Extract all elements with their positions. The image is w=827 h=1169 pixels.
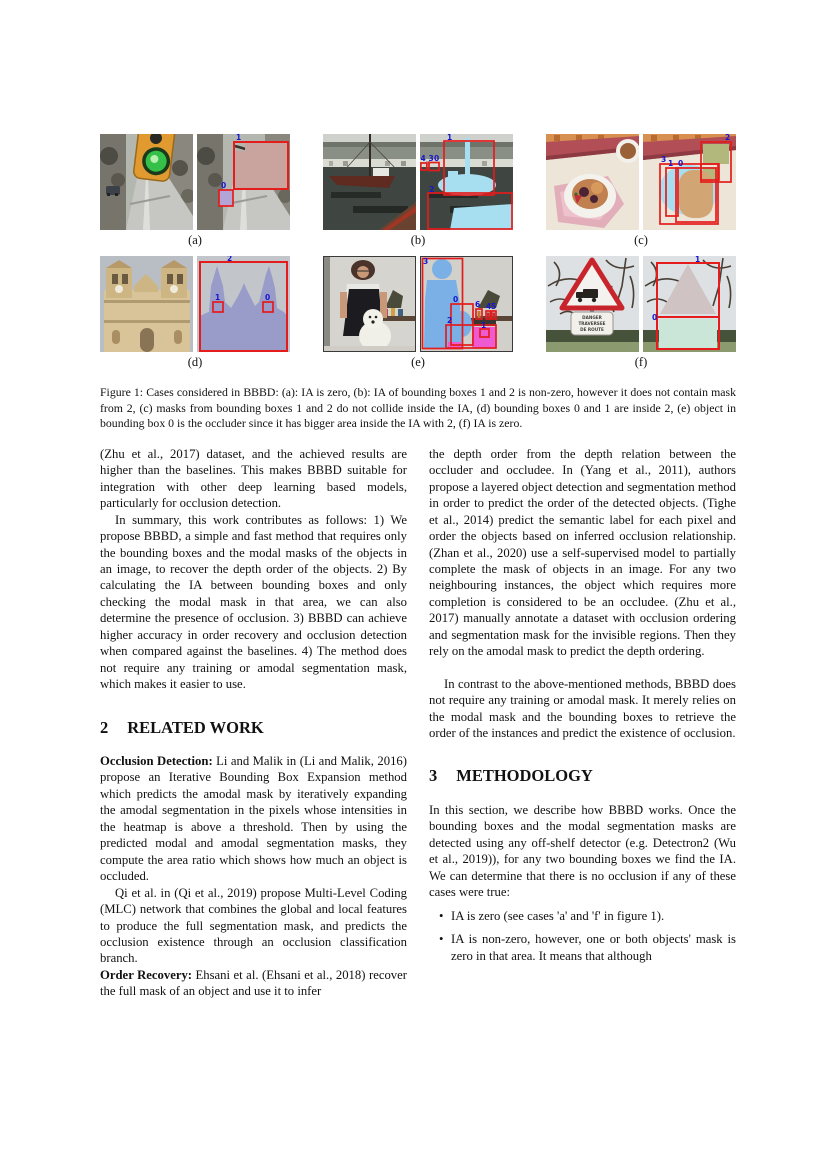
photo-roadsign-scene bbox=[546, 256, 639, 352]
paragraph: In this section, we describe how BBBD works. Once the bounding boxes and the modal segmentation masks are detected using any off-shelf detector (e.g. Detectron2 (Wu et al., 2019)), for any two bounding boxes we find the IA. We can determine that there is no occlusion if any of these cases were true: bbox=[429, 802, 736, 900]
page-content bbox=[100, 134, 736, 1000]
bbox-label: 0 bbox=[678, 159, 684, 168]
bullet-text: IA is zero (see cases 'a' and 'f' in figure 1). bbox=[451, 908, 665, 923]
figure-caption: Figure 1: Cases considered in BBBD: (a): IA is zero, (b): IA of bounding boxes 1 and 2 is non-zero, however it does not contain mask from 2, (c) masks from bounding boxes 1 and 2 do not collide inside the IA, (d) bounding boxes 0 and 1 are inside 2, (e) object in bounding box 0 is the occluder since it has bigger area inside the IA with 2, (f) IA is zero. bbox=[100, 385, 736, 431]
photo-street-scene bbox=[100, 134, 193, 230]
bbox-label: 1 bbox=[695, 256, 701, 264]
bbox-label: 0 bbox=[434, 154, 440, 163]
figure-panel-f bbox=[546, 256, 736, 375]
panel-label: (a) bbox=[188, 233, 202, 247]
paragraph: Qi et al. in (Qi et al., 2019) propose Multi-Level Coding (MLC) network that combines the global and local features to produce the full segmentation mask, and predicts the occlusion existence through an occlusion classification branch. bbox=[100, 885, 407, 966]
figure-panel-d bbox=[100, 256, 290, 375]
panel-label: (d) bbox=[187, 355, 203, 369]
section-heading-related-work bbox=[100, 717, 407, 737]
photo-woman-dog-scene bbox=[323, 256, 416, 352]
photo-harbor-annotated bbox=[420, 134, 513, 230]
bbox-label: 6 bbox=[475, 300, 481, 309]
bbox-label: 2 bbox=[227, 256, 233, 263]
bbox-label: 1 bbox=[236, 134, 242, 142]
paragraph-text: Li and Malik in (Li and Malik, 2016) propose an Iterative Bounding Box Expansion method which predicts the amodal mask by iteratively expanding the amodal segmentation in the pixels whose intensities in the heatmap is above a threshold. Then by using the predicted modal and amodal segmentation masks, they compute the area ratio which shows how much an object is occluded. bbox=[100, 754, 407, 884]
bullet-item bbox=[429, 908, 736, 924]
mask-car bbox=[219, 190, 233, 206]
bbox-label: 3 bbox=[661, 155, 667, 164]
figure-1-grid bbox=[100, 134, 736, 375]
bbox-label: 3 bbox=[428, 154, 434, 163]
bullet-marker: • bbox=[439, 908, 444, 923]
paragraph-lead: Order Recovery: bbox=[100, 967, 193, 982]
figure-panel-e bbox=[323, 256, 513, 375]
panel-label: (e) bbox=[411, 355, 425, 369]
section-title: METHODOLOGY bbox=[456, 766, 593, 786]
left-column bbox=[100, 446, 407, 1000]
figure-panel-c bbox=[546, 134, 736, 253]
photo-cathedral-annotated bbox=[197, 256, 290, 352]
bbox-label: 2 bbox=[447, 316, 453, 325]
paragraph: In summary, this work contributes as follows: 1) We propose BBBD, a simple and fast method that requires only the bounding boxes and the modal masks of the objects in an image, to recover the depth order of the objects. 2) By calculating the IA between bounding boxes and only checking the modal mask in that area, we can also determine the presence of occlusion. 3) BBBD can achieve higher accuracy in order recovery and occlusion detection when compared against the baselines. 4) The method does not require any training or amodal segmentation mask, which makes it easier to use. bbox=[100, 512, 407, 692]
bbox-label: 1 bbox=[481, 321, 487, 330]
paragraph-text: Ehsani et al. (Ehsani et al., 2018) recover the full mask of an object and use it to infer bbox=[100, 967, 407, 999]
traffic-light-icon bbox=[133, 134, 175, 182]
photo-street-annotated bbox=[197, 134, 290, 230]
paragraph: the depth order from the depth relation between the occluder and occludee. In (Yang et al., 2011), authors propose a layered object detection and segmentation method in order to predict the order of the detected objects. (Tighe et al., 2014) predict the semantic label for each pixel and order the objects based on inferred occlusion relationship. (Zhan et al., 2020) use a self-supervised model to partially complete the mask of objects in an image. For any two neighbouring instances, the object which requires more completion is considered to be an occludee. (Zhu et al., 2017) manually annotate a dataset with occlusion ordering and segmentation mask for the invisible regions. Then they rely on the amodal mask to predict the depth ordering. bbox=[429, 446, 736, 659]
photo-roadsign-annotated bbox=[643, 256, 736, 352]
mask-lower-sign bbox=[659, 319, 717, 348]
paragraph: In contrast to the above-mentioned methods, BBBD does not require any training or amodal mask. It merely relies on the modal mask and the bounding boxes to retrieve the order of the instances and predict the existence of occlusion. bbox=[429, 676, 736, 741]
panel-label: (c) bbox=[634, 233, 648, 247]
paragraph: (Zhu et al., 2017) dataset, and the achieved results are higher than the baselines. This makes BBBD suitable for integration with other deep learning based models, particularly for occlusion detection. bbox=[100, 446, 407, 511]
bullet-marker: • bbox=[439, 932, 444, 947]
paragraph bbox=[100, 967, 407, 1000]
panel-label: (f) bbox=[634, 355, 648, 369]
photo-dessert-scene bbox=[546, 134, 639, 230]
bbox-label: 0 bbox=[652, 313, 658, 322]
mask-plate bbox=[679, 170, 713, 218]
bbox-label: 3 bbox=[423, 257, 429, 266]
bbox-label: 0 bbox=[453, 295, 459, 304]
bbox-label: 0 bbox=[221, 181, 227, 190]
photo-cathedral-scene bbox=[100, 256, 193, 352]
section-heading-methodology bbox=[429, 768, 736, 784]
section-title: RELATED WORK bbox=[127, 717, 264, 737]
mask-cup bbox=[703, 144, 729, 164]
sign-text-line3: DE ROUTE bbox=[580, 327, 604, 332]
sign-text-line2: TRAVERSEE bbox=[578, 321, 606, 326]
bbox-label: 2 bbox=[429, 185, 435, 194]
section-number: 2 bbox=[100, 717, 109, 737]
right-column bbox=[429, 446, 736, 1000]
bullet-item bbox=[429, 931, 736, 964]
bbox-label: 0 bbox=[265, 293, 271, 302]
photo-harbor-scene bbox=[323, 134, 416, 230]
bbox-label: 1 bbox=[668, 159, 674, 168]
paragraph-lead: Occlusion Detection: bbox=[100, 754, 213, 769]
bbox-label: 2 bbox=[725, 134, 731, 142]
photo-woman-dog-annotated bbox=[420, 256, 513, 352]
bbox-label: 1 bbox=[215, 293, 221, 302]
photo-dessert-annotated bbox=[643, 134, 736, 230]
bullet-text: IA is non-zero, however, one or both objects' mask is zero in that area. It means that although bbox=[451, 932, 736, 963]
figure-panel-a bbox=[100, 134, 290, 253]
bbox-label: 5 bbox=[491, 302, 497, 311]
bbox-label: 4 bbox=[486, 302, 492, 311]
bbox-label: 4 bbox=[420, 154, 426, 163]
section-number: 3 bbox=[429, 766, 438, 786]
bbox-label: 1 bbox=[447, 134, 453, 142]
figure-panel-b bbox=[323, 134, 513, 253]
paragraph bbox=[100, 753, 407, 885]
sign-text-line1: DANGER bbox=[582, 315, 602, 320]
panel-label: (b) bbox=[410, 233, 426, 247]
body-columns bbox=[100, 446, 736, 1000]
